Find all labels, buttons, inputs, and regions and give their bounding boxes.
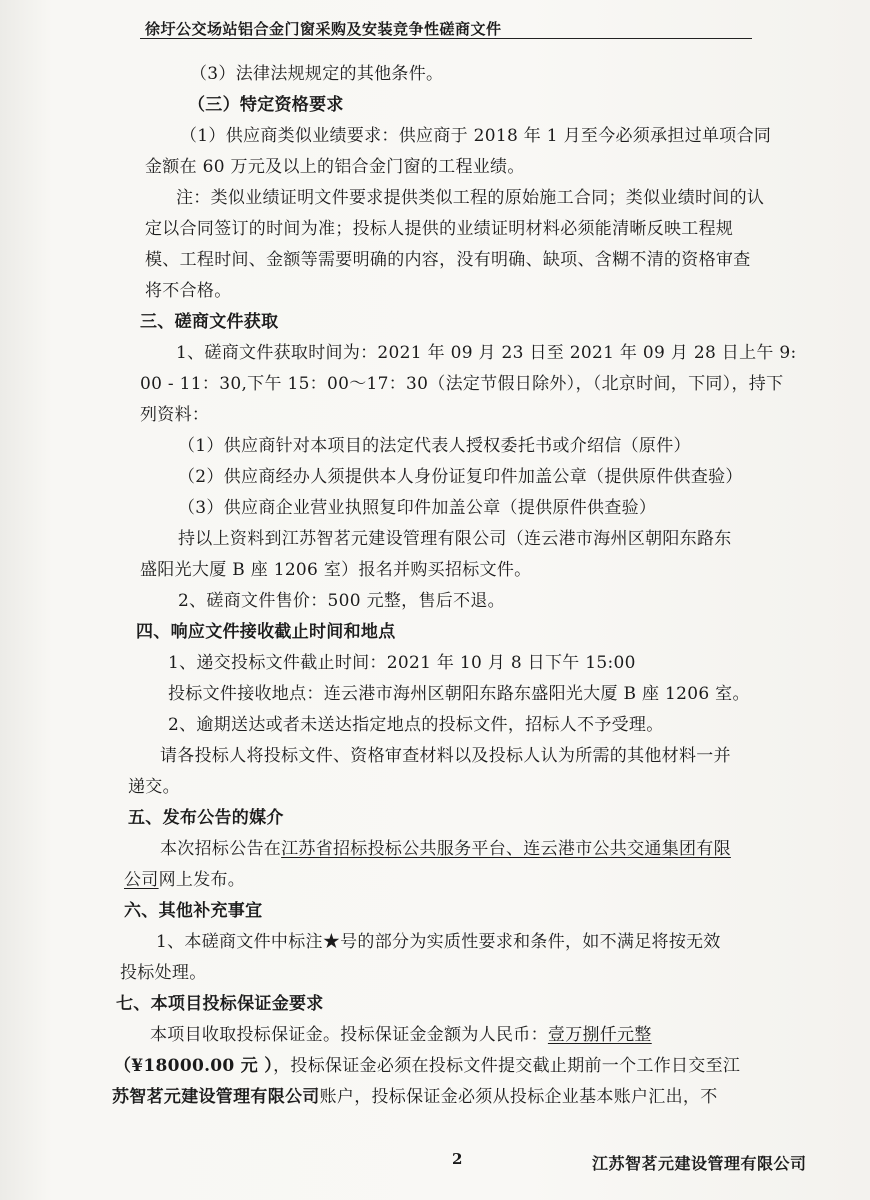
bold-company: 苏智茗元建设管理有限公司 (112, 1087, 320, 1107)
paragraph-line (112, 1085, 718, 1109)
paragraph-line: （1）供应商针对本项目的法定代表人授权委托书或介绍信（原件） (178, 436, 691, 456)
paragraph-line (124, 868, 245, 892)
underlined-text: 江苏省招标投标公共服务平台、连云港市公共交通集团有限 (281, 839, 731, 859)
paragraph-line: 注：类似业绩证明文件要求提供类似工程的原始施工合同；类似业绩时间的认 (176, 188, 765, 208)
paragraph-line: （3）供应商企业营业执照复印件加盖公章（提供原件供查验） (178, 498, 657, 518)
paragraph-line: （1）供应商类似业绩要求：供应商于 2018 年 1 月至今必须承担过单项合同 (180, 126, 772, 146)
paragraph-line: 1、递交投标文件截止时间：2021 年 10 月 8 日下午 15:00 (168, 653, 636, 673)
text-run: 账户，投标保证金必须从投标企业基本账户汇出，不 (319, 1087, 718, 1107)
text-run: ，投标保证金必须在投标文件提交截止期前一个工作日交至江 (273, 1056, 741, 1076)
section-heading: 六、其他补充事宜 (124, 901, 263, 921)
underlined-amount: 壹万捌仟元整 (547, 1025, 652, 1045)
paragraph-line: 定以合同签订的时间为准；投标人提供的业绩证明材料必须能清晰反映工程规 (145, 219, 734, 239)
paragraph-line: 请各投标人将投标文件、资格审查材料以及投标人认为所需的其他材料一并 (160, 746, 731, 766)
page-header-title: 徐圩公交场站铝合金门窗采购及安装竞争性磋商文件 (145, 20, 502, 38)
section-subheading: （三）特定资格要求 (188, 95, 344, 115)
paragraph-line: 盛阳光大厦 B 座 1206 室）报名并购买招标文件。 (140, 560, 532, 580)
text-run: 网上发布。 (158, 870, 246, 890)
paragraph-line: 持以上资料到江苏智茗元建设管理有限公司（连云港市海州区朝阳东路东 (178, 529, 732, 549)
page-number: 2 (452, 1150, 463, 1168)
paragraph-line: 递交。 (128, 777, 180, 797)
header-rule (140, 38, 752, 39)
paragraph-line: 00 - 11：30,下午 15：00～17：30（法定节假日除外），（北京时间，下同），持下 (140, 374, 784, 394)
bold-amount: （¥18000.00 元 ） (114, 1056, 274, 1076)
section-heading: 三、磋商文件获取 (140, 312, 279, 332)
paragraph-line: 金额在 60 万元及以上的铝合金门窗的工程业绩。 (145, 157, 525, 177)
paragraph-line: 1、本磋商文件中标注★号的部分为实质性要求和条件，如不满足将按无效 (156, 932, 721, 952)
paragraph-line: （3）法律法规规定的其他条件。 (190, 64, 444, 84)
paragraph-line: 2、磋商文件售价：500 元整，售后不退。 (178, 591, 505, 611)
section-heading: 四、响应文件接收截止时间和地点 (136, 622, 396, 642)
paragraph-line (160, 837, 731, 861)
text-run: 本次招标公告在 (160, 839, 282, 859)
paragraph-line (114, 1054, 740, 1078)
paragraph-line: （2）供应商经办人须提供本人身份证复印件加盖公章（提供原件供查验） (178, 467, 743, 487)
paragraph-line: 投标处理。 (120, 963, 207, 983)
section-heading: 七、本项目投标保证金要求 (116, 994, 324, 1014)
paragraph-line: 列资料： (140, 405, 210, 425)
paragraph-line: 模、工程时间、金额等需要明确的内容，没有明确、缺项、含糊不清的资格审查 (145, 250, 751, 270)
section-heading: 五、发布公告的媒介 (128, 808, 284, 828)
paragraph-line: 将不合格。 (145, 281, 232, 301)
paragraph-line (150, 1023, 652, 1047)
paragraph-line: 1、磋商文件获取时间为：2021 年 09 月 23 日至 2021 年 09 月 28 日上午 9: (176, 343, 797, 363)
footer-company: 江苏智茗元建设管理有限公司 (592, 1154, 807, 1173)
paragraph-line: 投标文件接收地点：连云港市海州区朝阳东路东盛阳光大厦 B 座 1206 室。 (168, 684, 750, 704)
text-run: 本项目收取投标保证金。投标保证金金额为人民币： (150, 1025, 548, 1045)
paragraph-line: 2、逾期送达或者未送达指定地点的投标文件，招标人不予受理。 (168, 715, 664, 735)
underlined-text: 公司 (124, 870, 159, 890)
